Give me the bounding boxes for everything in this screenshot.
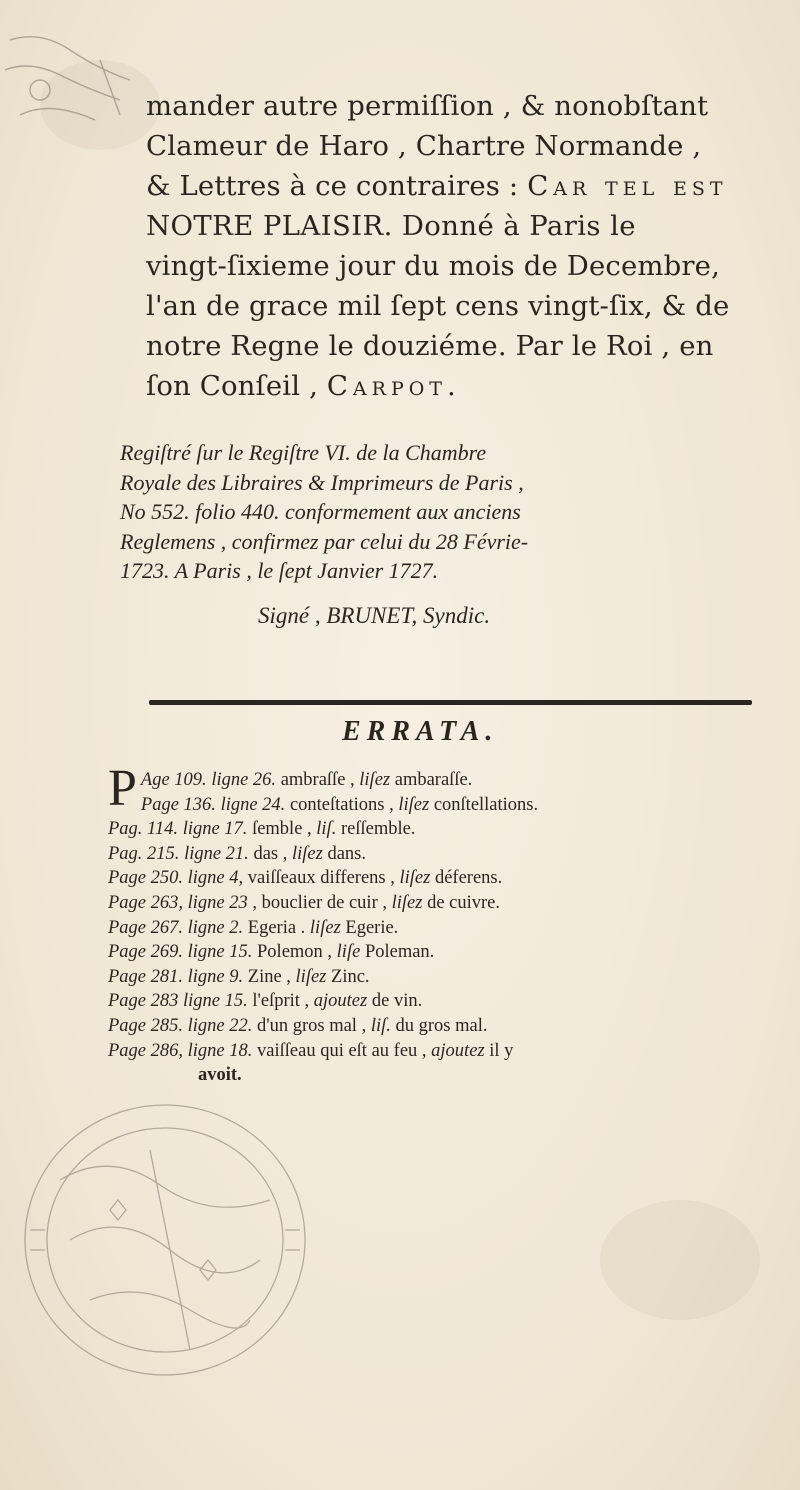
errata-read: ajoutez	[431, 1040, 485, 1061]
corner-ornament	[0, 20, 150, 130]
body-line	[146, 206, 766, 246]
errata-page: Page 263,	[108, 892, 184, 913]
body-line: l'an de grace mil ſept cens vingt-ſix, & de	[146, 290, 730, 322]
errata-row	[108, 1014, 788, 1039]
signatory-carpot: Carpot.	[326, 370, 461, 402]
errata-row	[108, 916, 788, 941]
errata-line: ligne 23	[187, 892, 248, 913]
registration-line: No 552. folio 440. conformement aux anciens	[120, 499, 521, 524]
errata-error: , bouclier de cuir ,	[252, 892, 387, 913]
errata-correction: reſſemble.	[340, 819, 416, 840]
errata-line: ligne 9.	[187, 966, 244, 987]
errata-read: liſez	[399, 868, 431, 889]
errata-page: Page 283	[108, 991, 179, 1012]
errata-error: vaiſſeaux differens ,	[247, 868, 395, 889]
errata-error: l'eſprit ,	[252, 991, 310, 1012]
errata-row	[108, 891, 788, 916]
errata-error: Polemon ,	[257, 942, 333, 963]
drop-capital: P	[108, 760, 137, 817]
errata-read: liſez	[398, 794, 430, 815]
errata-row	[108, 1039, 788, 1064]
errata-correction: conſtellations.	[433, 794, 539, 815]
registration-line: Royale des Libraires & Imprimeurs de Paris ,	[120, 469, 524, 495]
errata-error: ſemble ,	[252, 819, 312, 840]
errata-line: ligne 17.	[182, 819, 248, 840]
errata-error: conteſtations ,	[289, 794, 394, 815]
errata-list	[108, 760, 788, 1088]
errata-line: ligne 15.	[183, 991, 248, 1012]
body-line: vingt-ſixieme jour du mois de Decembre,	[146, 250, 720, 282]
errata-error: Zine ,	[247, 966, 291, 987]
body-line: Clameur de Haro , Chartre Normande ,	[146, 130, 702, 162]
errata-correction: Egerie.	[345, 917, 399, 938]
body-line: notre Regne le douziéme. Par le Roi , en	[146, 330, 714, 362]
registration-line: Reglemens , confirmez par celui du 28 Févrie-	[120, 528, 529, 554]
errata-correction: il y	[489, 1040, 514, 1061]
errata-correction: de cuivre.	[427, 892, 501, 913]
errata-page: Page 269.	[108, 942, 184, 963]
errata-page: Page 285.	[108, 1015, 184, 1036]
errata-row	[108, 965, 788, 990]
car-tel-est: Car tel est	[527, 170, 728, 202]
errata-page: Page 250.	[108, 868, 184, 889]
registration-note	[120, 438, 780, 586]
errata-page: Page 281.	[108, 966, 184, 987]
errata-correction: Poleman.	[364, 942, 435, 963]
errata-line: ligne 24.	[220, 794, 286, 815]
errata-read: liſez	[359, 770, 391, 790]
paper-stain	[600, 1200, 760, 1320]
errata-page: Page 136.	[140, 794, 216, 815]
errata-read: liſez	[295, 966, 327, 987]
errata-row	[108, 817, 788, 842]
errata-correction: du gros mal.	[395, 1015, 488, 1036]
errata-line: ligne 4,	[187, 868, 244, 889]
royal-privilege-text	[146, 86, 766, 406]
errata-error: das ,	[253, 843, 288, 864]
catchword: avoit.	[198, 1065, 242, 1086]
errata-line: ligne 18.	[187, 1040, 253, 1061]
errata-row	[108, 842, 788, 867]
body-line-text: & Lettres à ce contraires :	[146, 170, 528, 202]
errata-error: ambraſſe ,	[280, 770, 355, 790]
errata-page: Page 267.	[108, 917, 184, 938]
errata-read: ajoutez	[313, 991, 368, 1012]
syndic-signature-line: Signé , BRUNET, Syndic.	[258, 603, 491, 628]
errata-error: vaiſſeau qui eſt au feu ,	[257, 1040, 427, 1061]
errata-page: Age 109.	[140, 770, 207, 790]
body-line-text: NOTRE PLAISIR. Donné à Paris le	[146, 210, 636, 242]
errata-row	[108, 940, 788, 965]
errata-page: Pag. 215.	[108, 843, 180, 864]
errata-error: d'un gros mal ,	[257, 1015, 367, 1036]
errata-correction: déferens.	[434, 868, 503, 889]
errata-read: liſ.	[370, 1015, 391, 1036]
errata-line: ligne 15.	[187, 942, 253, 963]
errata-page: Page 286,	[108, 1040, 184, 1061]
errata-line: ligne 26.	[211, 770, 277, 790]
errata-line: ligne 22.	[187, 1015, 253, 1036]
errata-read: liſ.	[316, 819, 337, 840]
errata-page: Pag. 114.	[108, 819, 179, 840]
errata-error: Egeria .	[247, 917, 306, 938]
tailpiece-ornament	[0, 1090, 330, 1400]
errata-read: liſez	[309, 917, 341, 938]
errata-line: ligne 2.	[187, 917, 244, 938]
errata-row	[108, 866, 788, 891]
errata-read: liſez	[291, 843, 323, 864]
errata-line: ligne 21.	[184, 843, 249, 864]
errata-read: liſe	[336, 942, 361, 963]
errata-correction: Zinc.	[331, 966, 370, 987]
errata-catchword-row	[108, 1063, 788, 1088]
horizontal-rule	[149, 700, 752, 705]
body-line: mander autre permiſſion , & nonobſtant	[146, 90, 709, 122]
errata-row	[108, 793, 788, 818]
errata-row	[108, 989, 788, 1014]
body-line	[146, 366, 766, 406]
body-line	[146, 166, 766, 206]
body-line-text: ſon Conſeil ,	[146, 370, 327, 402]
errata-correction: de vin.	[371, 991, 423, 1012]
errata-heading: ERRATA.	[342, 716, 499, 747]
errata-correction: ambaraſſe.	[394, 770, 473, 790]
errata-correction: dans.	[327, 843, 366, 864]
registration-line: 1723. A Paris , le ſept Janvier 1727.	[120, 558, 439, 583]
registration-line: Regiſtré ſur le Regiſtre VI. de la Chambre	[120, 440, 487, 465]
errata-read: liſez	[391, 892, 423, 913]
